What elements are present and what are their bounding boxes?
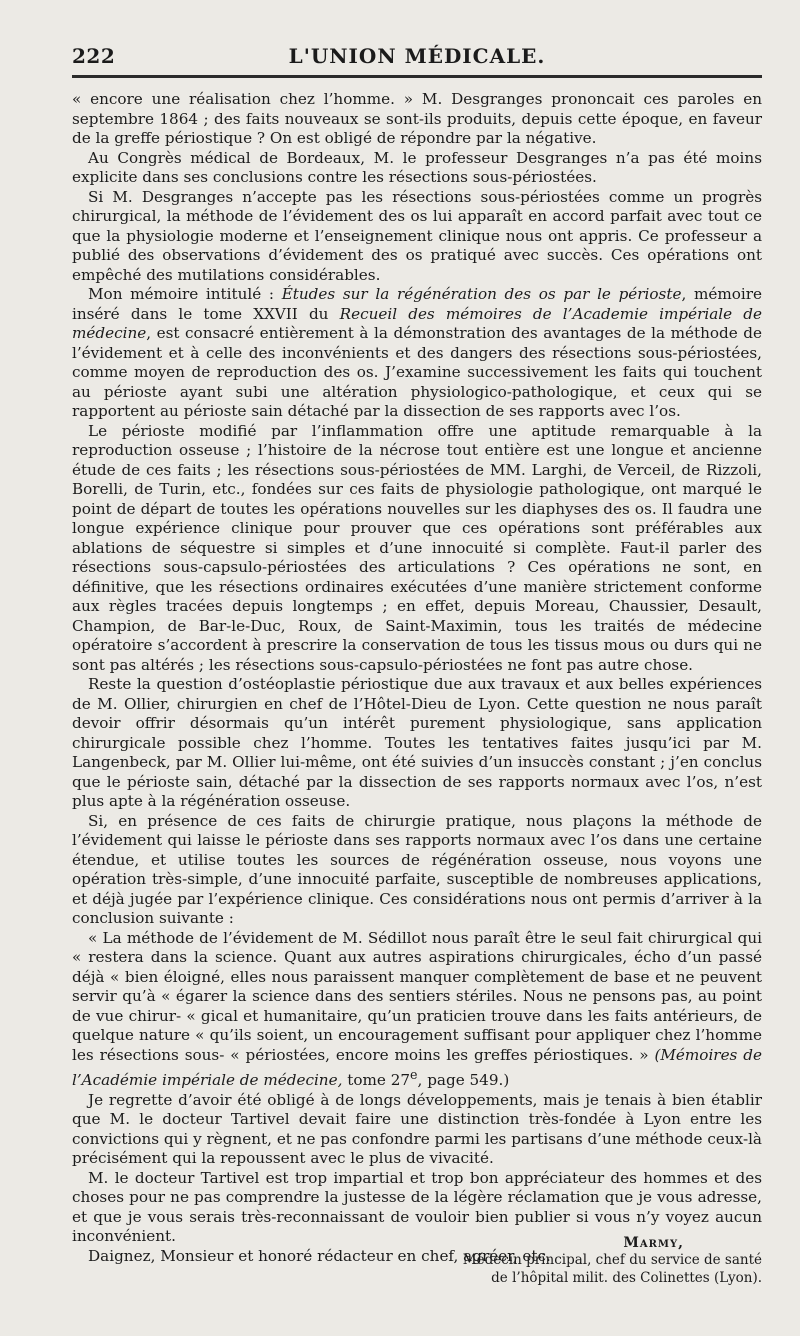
paragraph-10: M. le docteur Tartivel est trop impartial et trop bon appréciateur des hommes et des choses pour ne pas comprendre la justesse de la légère réclamation que je vous adresse, et que je vous serais très-reconnaissant de vouloir bien publier si vous n’y voyez aucun inconvénient. — [72, 1168, 762, 1246]
running-title: L'UNION MÉDICALE. — [288, 44, 546, 68]
signature-role-line2: de l’hôpital milit. des Colinettes (Lyon). — [491, 1270, 762, 1286]
paragraph-11: Daignez, Monsieur et honoré rédacteur en chef, agréer, etc. — [88, 1246, 551, 1265]
signature-role-line1: Médecin principal, chef du service de santé — [462, 1252, 762, 1268]
paragraph-4: Mon mémoire intitulé : Études sur la régénération des os par le périoste, mémoire inséré dans le tome XXVII du Recueil des mémoires de l’Academie impériale de médecine, est consacré entièrement à la démonstration des avantages de la méthode de l’évidement et à celle des inconvénients et des dangers des résections sous-périostées, comme moyen de reproduction des os. J’examine successivement les faits qui touchent au périoste ayant subi une altération physiologico-pathologique, et ceux qui se rapportent au périoste sain détaché par la dissection de ses rapports avec l’os. — [72, 285, 762, 420]
paragraph-6: Reste la question d’ostéoplastie périostique due aux travaux et aux belles expériences de M. Ollier, chirurgien en chef de l’Hôtel-Dieu de Lyon. Cette question ne nous paraît devoir offrir désormais qu’un intérêt purement physiologique, sans application chirurgicale possible chez l’homme. Toutes les tentatives faites jusqu’ici par M. Langenbeck, par M. Ollier lui-même, ont été suivies d’un insuccès constant ; j’en conclus que le périoste sain, détaché par la dissection de ses rapports normaux avec l’os, n’est plus apte à la régénération osseuse. — [72, 675, 762, 810]
paragraph-1: « encore une réalisation chez l’homme. » M. Desgranges prononcait ces paroles en septembre 1864 ; des faits nouveaux se sont-ils produits, depuis cette époque, en faveur de la greffe périostique ? On est obligé de répondre par la négative. — [72, 90, 762, 147]
page-header — [72, 44, 762, 70]
paragraph-8: « La méthode de l’évidement de M. Sédillot nous paraît être le seul fait chirurgical qui « restera dans la science. Quant aux autres aspirations chirurgicales, écho d’un passé déjà « bien éloigné, elles nous paraissent manquer complètement de base et ne peuvent servir qu’à « égarer la science dans des sentiers stériles. Nous ne pensons pas, au point de vue chirur- « gical et humanitaire, qu’un praticien trouve dans les faits antérieurs, de quelque nature « qu’ils soient, un encouragement suffisant pour appliquer chez l’homme les résections sous- « périostées, encore moins les greffes périostiques. » (Mémoires de l’Académie impériale de médecine, tome 27e, page 549.) — [72, 928, 762, 1090]
signature-block — [72, 1235, 762, 1287]
signature-name: Marmy, — [623, 1235, 684, 1251]
paragraph-2: Au Congrès médical de Bordeaux, M. le professeur Desgranges n’a pas été moins explicite dans ses conclusions contre les résections sous-périostées. — [72, 148, 762, 186]
article-body — [72, 90, 762, 1266]
paragraph-3: Si M. Desgranges n’accepte pas les résections sous-périostées comme un progrès chirurgical, la méthode de l’évidement des os lui apparaît en accord parfait avec tout ce que la physiologie moderne et l’enseignement clinique nous ont appris. Ce professeur a publié des observations d’évidement des os pratiqué avec succès. Ces opérations ont empêché des mutilations considérables. — [72, 187, 762, 284]
paragraph-7: Si, en présence de ces faits de chirurgie pratique, nous plaçons la méthode de l’évidement qui laisse le périoste dans ses rapports normaux avec l’os dans une certaine étendue, et utilise toutes les sources de régénération osseuse, nous voyons une opération très-simple, d’une innocuité parfaite, susceptible de nombreuses applications, et déjà jugée par l’expérience clinique. Ces considérations nous ont permis d’arriver à la conclusion suivante : — [72, 811, 762, 927]
paragraph-9: Je regrette d’avoir été obligé à de longs développements, mais je tenais à bien établir que M. le docteur Tartivel devait faire une distinction très-fondée à Lyon entre les convictions qui y règnent, et ne pas confondre parmi les partisans d’une méthode ceux-là précisément qui la repoussent avec le plus de vivacité. — [72, 1090, 762, 1168]
header-rule — [72, 75, 762, 78]
paragraph-5: Le périoste modifié par l’inflammation offre une aptitude remarquable à la reproduction osseuse ; l’histoire de la nécrose tout entière est une longue et ancienne étude de ces faits ; les résections sous-périostées de MM. Larghi, de Verceil, de Rizzoli, Borelli, de Turin, etc., fondées sur ces faits de physiologie pathologique, ont marqué le point de départ de toutes les opérations nouvelles sur les diaphyses des os. Il faudra une longue expérience clinique pour prouver que ces opérations sont préférables aux ablations de séquestre si simples et d’une innocuité si complète. Faut-il parler des résections sous-capsulo-périostées des articulations ? Ces opérations ne sont, en définitive, que les résections ordinaires exécutées d’une manière strictement conforme aux règles tracées depuis longtemps ; en effet, depuis Moreau, Chaussier, Desault, Champion, de Bar-le-Duc, Roux, de Saint-Maximin, tous les traités de médecine opératoire s’accordent à prescrire la conservation de tous les tissus mous ou durs qui ne sont pas altérés ; les résections sous-capsulo-périostées ne font pas autre chose. — [72, 421, 762, 674]
page-number: 222 — [72, 44, 116, 68]
